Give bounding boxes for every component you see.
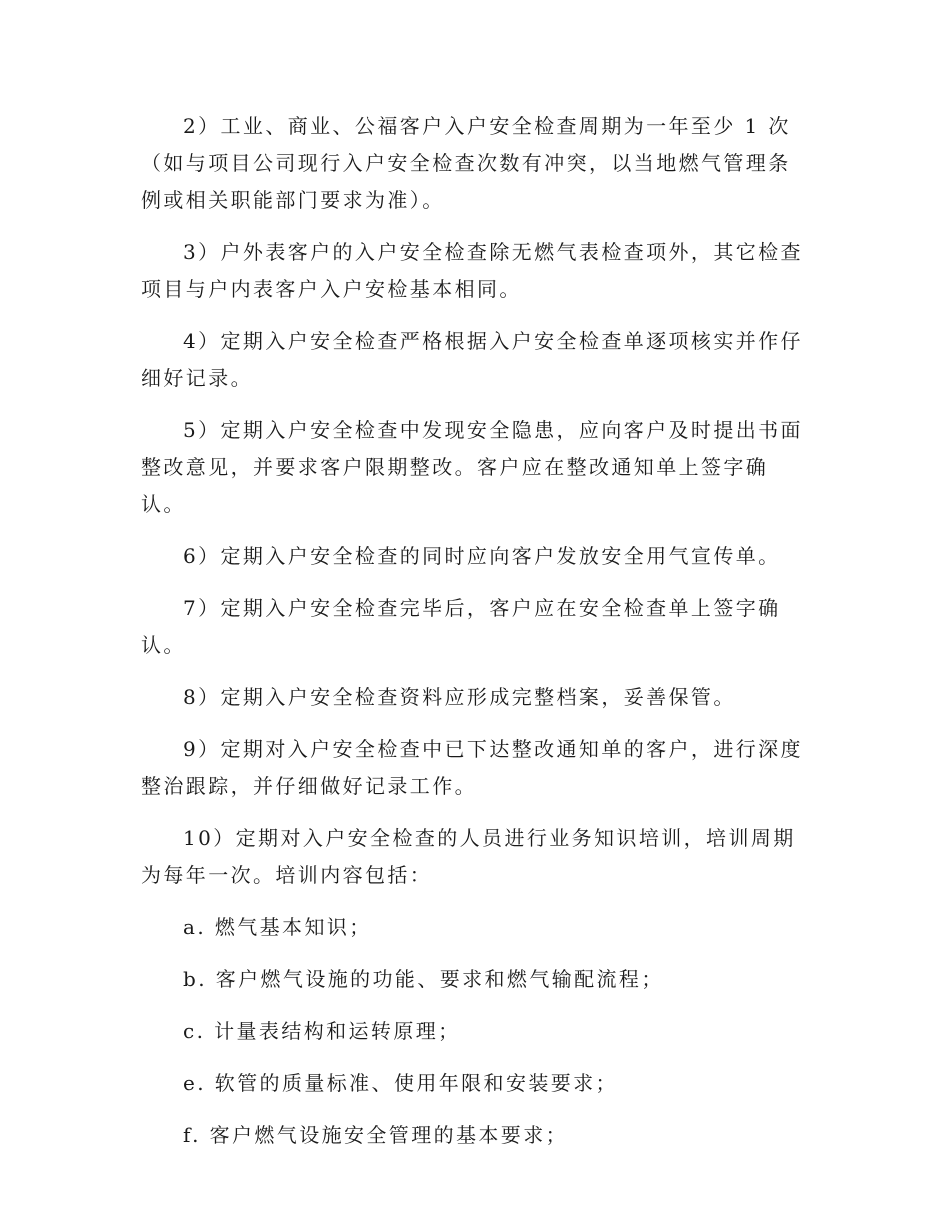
list-item-c: c. 计量表结构和运转原理； (183, 1019, 461, 1043)
list-item-f: f. 客户燃气设施安全管理的基本要求； (183, 1123, 569, 1147)
paragraph-5: 5）定期入户安全检查中发现安全隐患，应向客户及时提出书面整改意见，并要求客户限期整改。客户应在整改通知单上签字确认。 (141, 418, 803, 516)
paragraph-6: 6）定期入户安全检查的同时应向客户发放安全用气宣传单。 (183, 544, 781, 568)
paragraph-9: 9）定期对入户安全检查中已下达整改通知单的客户，进行深度整治跟踪，并仔细做好记录工作。 (141, 737, 803, 798)
paragraph-2: 2）工业、商业、公福客户入户安全检查周期为一年至少 1 次（如与项目公司现行入户安全检查次数有冲突，以当地燃气管理条例或相关职能部门要求为准）。 (141, 114, 791, 212)
list-item-a: a. 燃气基本知识； (183, 915, 372, 939)
list-item-e: e. 软管的质量标准、使用年限和安装要求； (183, 1071, 618, 1095)
document-body (141, 108, 809, 1169)
paragraph-4: 4）定期入户安全检查严格根据入户安全检查单逐项核实并作仔细好记录。 (141, 329, 803, 390)
list-item-b: b. 客户燃气设施的功能、要求和燃气输配流程； (183, 967, 664, 991)
paragraph-7: 7）定期入户安全检查完毕后，客户应在安全检查单上签字确认。 (141, 596, 781, 657)
paragraph-3: 3）户外表客户的入户安全检查除无燃气表检查项外，其它检查项目与户内表客户入户安检基本相同。 (141, 240, 803, 301)
paragraph-10: 10）定期对入户安全检查的人员进行业务知识培训，培训周期为每年一次。培训内容包括： (141, 826, 796, 887)
paragraph-8: 8）定期入户安全检查资料应形成完整档案，妥善保管。 (183, 685, 736, 709)
